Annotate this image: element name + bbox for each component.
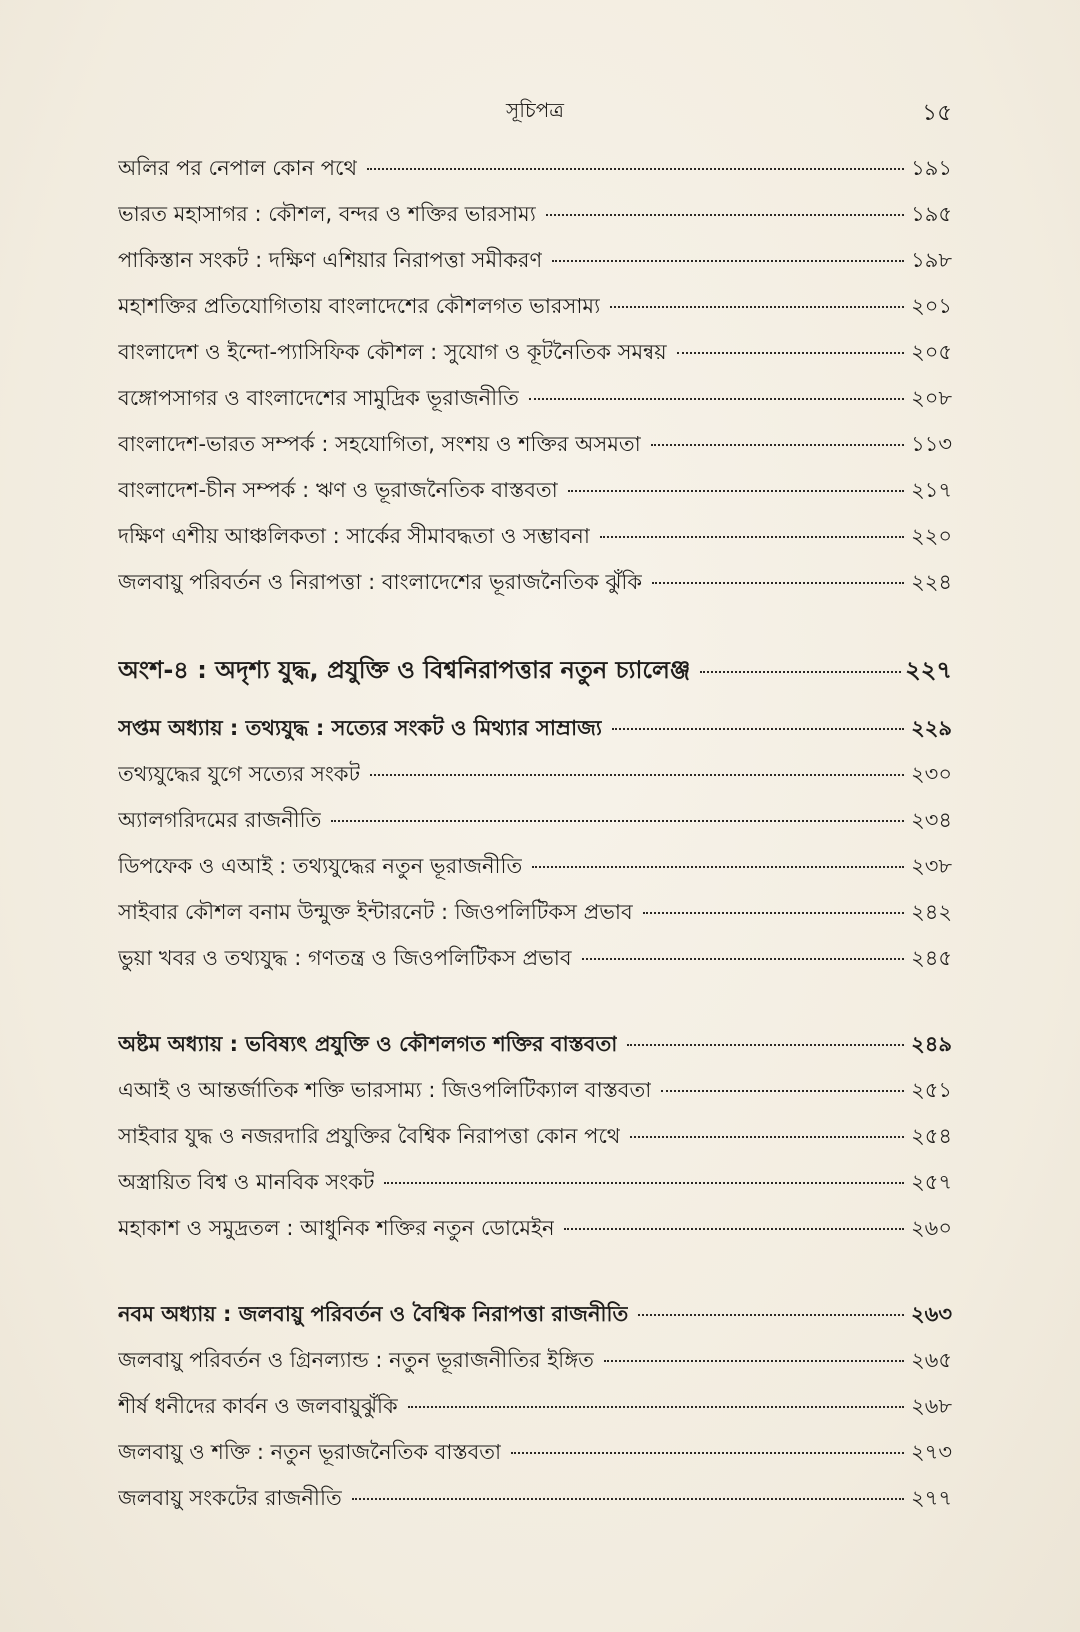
table-of-contents [118, 152, 952, 1528]
dot-leader [384, 1182, 904, 1184]
chapter-page: ২৬৩ [911, 1302, 952, 1326]
toc-entry-title: সাইবার যুদ্ধ ও নজরদারি প্রযুক্তির বৈশ্বিক নিরাপত্তা কোন পথে [118, 1124, 621, 1148]
toc-entry-page: ২৪২ [911, 900, 952, 924]
dot-leader [552, 260, 904, 262]
dot-leader [568, 490, 904, 492]
section-spacer [118, 612, 952, 652]
dot-leader [638, 1314, 904, 1316]
page-header [118, 96, 952, 136]
toc-entry [118, 896, 952, 942]
dot-leader [408, 1406, 904, 1408]
toc-entry [118, 428, 952, 474]
section-spacer [118, 988, 952, 1028]
section-spacer [118, 1258, 952, 1298]
toc-entry-page: ২৪৫ [911, 946, 952, 970]
toc-entry [118, 1436, 952, 1482]
toc-entry-page: ২৬৮ [911, 1394, 952, 1418]
toc-entry-title: জলবায়ু ও শক্তি : নতুন ভূরাজনৈতিক বাস্তবতা [118, 1440, 502, 1464]
toc-entry [118, 566, 952, 612]
dot-leader [600, 536, 904, 538]
toc-entry-title: ভুয়া খবর ও তথ্যযুদ্ধ : গণতন্ত্র ও জিওপলিটিকস প্রভাব [118, 946, 572, 970]
dot-leader [651, 444, 904, 446]
toc-entry-title: জলবায়ু পরিবর্তন ও নিরাপত্তা : বাংলাদেশের ভূরাজনৈতিক ঝুঁকি [118, 570, 643, 594]
toc-entry-page: ২৫৭ [911, 1170, 952, 1194]
dot-leader [564, 1228, 904, 1230]
chapter-page: ২২৯ [911, 716, 952, 740]
chapter-title: নবম অধ্যায় : জলবায়ু পরিবর্তন ও বৈশ্বিক নিরাপত্তা রাজনীতি [118, 1302, 629, 1326]
toc-entry-title: শীর্ষ ধনীদের কার্বন ও জলবায়ুঝুঁকি [118, 1394, 398, 1418]
toc-entry [118, 244, 952, 290]
part-title: অংশ-৪ : অদৃশ্য যুদ্ধ, প্রযুক্তি ও বিশ্বনিরাপত্তার নতুন চ্যালেঞ্জ [118, 656, 691, 684]
part-heading [118, 652, 952, 702]
toc-entry [118, 850, 952, 896]
toc-entry-title: অলির পর নেপাল কোন পথে [118, 156, 358, 180]
toc-entry-page: ২৬০ [911, 1216, 952, 1240]
dot-leader [627, 1044, 904, 1046]
dot-leader [652, 582, 904, 584]
toc-entry-title: জলবায়ু সংকটের রাজনীতি [118, 1486, 342, 1510]
dot-leader [610, 306, 904, 308]
dot-leader [532, 866, 904, 868]
dot-leader [677, 352, 904, 354]
chapter-heading [118, 1028, 952, 1074]
dot-leader [331, 820, 904, 822]
toc-entry-page: ১৯৫ [911, 202, 952, 226]
toc-entry-page: ২৩৮ [911, 854, 952, 878]
toc-entry [118, 152, 952, 198]
dot-leader [612, 728, 904, 730]
toc-entry-page: ২০১ [911, 294, 952, 318]
toc-entry-title: ভারত মহাসাগর : কৌশল, বন্দর ও শক্তির ভারসাম্য [118, 202, 536, 226]
toc-entry-page: ২৭৭ [911, 1486, 952, 1510]
toc-entry-page: ২০৫ [911, 340, 952, 364]
toc-entry [118, 382, 952, 428]
chapter-heading [118, 1298, 952, 1344]
toc-entry-title: বাংলাদেশ ও ইন্দো-প্যাসিফিক কৌশল : সুযোগ ও কূটনৈতিক সমন্বয় [118, 340, 667, 364]
toc-entry-title: মহাকাশ ও সমুদ্রতল : আধুনিক শক্তির নতুন ডোমেইন [118, 1216, 555, 1240]
toc-entry-title: বঙ্গোপসাগর ও বাংলাদেশের সামুদ্রিক ভূরাজনীতি [118, 386, 519, 410]
chapter-heading [118, 712, 952, 758]
toc-entry [118, 942, 952, 988]
part-page: ২২৭ [905, 656, 952, 684]
toc-entry-title: পাকিস্তান সংকট : দক্ষিণ এশিয়ার নিরাপত্তা সমীকরণ [118, 248, 543, 272]
dot-leader [352, 1498, 904, 1500]
dot-leader [582, 958, 904, 960]
chapter-title: অষ্টম অধ্যায় : ভবিষ্যৎ প্রযুক্তি ও কৌশলগত শক্তির বাস্তবতা [118, 1032, 618, 1056]
running-head: সূচিপত্র [506, 98, 564, 122]
toc-entry [118, 1482, 952, 1528]
chapter-title: সপ্তম অধ্যায় : তথ্যযুদ্ধ : সত্যের সংকট ও মিথ্যার সাম্রাজ্য [118, 716, 602, 740]
toc-entry-page: ২২০ [911, 524, 952, 548]
dot-leader [511, 1452, 904, 1454]
toc-entry-page: ২০৮ [911, 386, 952, 410]
toc-entry [118, 198, 952, 244]
toc-entry-page: ২৩৪ [911, 808, 952, 832]
dot-leader [630, 1136, 904, 1138]
toc-entry-title: ডিপফেক ও এআই : তথ্যযুদ্ধের নতুন ভূরাজনীতি [118, 854, 523, 878]
toc-entry [118, 758, 952, 804]
toc-entry-page: ১৯১ [911, 156, 952, 180]
section-spacer [118, 702, 952, 712]
toc-entry [118, 520, 952, 566]
dot-leader [643, 912, 904, 914]
toc-entry-page: ১১৩ [911, 432, 952, 456]
dot-leader [700, 671, 901, 673]
dot-leader [367, 168, 904, 170]
toc-entry-title: দক্ষিণ এশীয় আঞ্চলিকতা : সার্কের সীমাবদ্ধতা ও সম্ভাবনা [118, 524, 590, 548]
toc-entry [118, 1212, 952, 1258]
toc-entry-title: তথ্যযুদ্ধের যুগে সত্যের সংকট [118, 762, 361, 786]
toc-entry [118, 804, 952, 850]
toc-entry-page: ২১৭ [911, 478, 952, 502]
toc-entry-page: ২৬৫ [911, 1348, 952, 1372]
toc-entry-title: মহাশক্তির প্রতিযোগিতায় বাংলাদেশের কৌশলগত ভারসাম্য [118, 294, 601, 318]
toc-entry [118, 474, 952, 520]
toc-entry-page: ২২৪ [911, 570, 952, 594]
toc-entry-page: ১৯৮ [911, 248, 952, 272]
toc-entry-title: অ্যালগরিদমের রাজনীতি [118, 808, 322, 832]
toc-entry [118, 1166, 952, 1212]
toc-entry-page: ২৩০ [911, 762, 952, 786]
dot-leader [661, 1090, 904, 1092]
toc-entry-title: বাংলাদেশ-ভারত সম্পর্ক : সহযোগিতা, সংশয় ও শক্তির অসমতা [118, 432, 641, 456]
toc-entry-page: ২৭৩ [911, 1440, 952, 1464]
toc-entry-title: অস্ত্রায়িত বিশ্ব ও মানবিক সংকট [118, 1170, 375, 1194]
toc-entry [118, 1120, 952, 1166]
dot-leader [546, 214, 904, 216]
dot-leader [370, 774, 904, 776]
toc-entry-title: সাইবার কৌশল বনাম উন্মুক্ত ইন্টারনেট : জিওপলিটিকস প্রভাব [118, 900, 633, 924]
chapter-page: ২৪৯ [911, 1032, 952, 1056]
dot-leader [529, 398, 904, 400]
toc-entry-title: জলবায়ু পরিবর্তন ও গ্রিনল্যান্ড : নতুন ভূরাজনীতির ইঙ্গিত [118, 1348, 594, 1372]
toc-entry [118, 1074, 952, 1120]
toc-entry-title: এআই ও আন্তর্জাতিক শক্তি ভারসাম্য : জিওপলিটিক্যাল বাস্তবতা [118, 1078, 652, 1102]
page-number: ১৫ [922, 100, 952, 126]
toc-entry [118, 290, 952, 336]
toc-entry [118, 1344, 952, 1390]
toc-entry [118, 1390, 952, 1436]
toc-entry [118, 336, 952, 382]
dot-leader [604, 1360, 904, 1362]
toc-entry-page: ২৫৪ [911, 1124, 952, 1148]
toc-entry-page: ২৫১ [911, 1078, 952, 1102]
toc-entry-title: বাংলাদেশ-চীন সম্পর্ক : ঋণ ও ভূরাজনৈতিক বাস্তবতা [118, 478, 558, 502]
